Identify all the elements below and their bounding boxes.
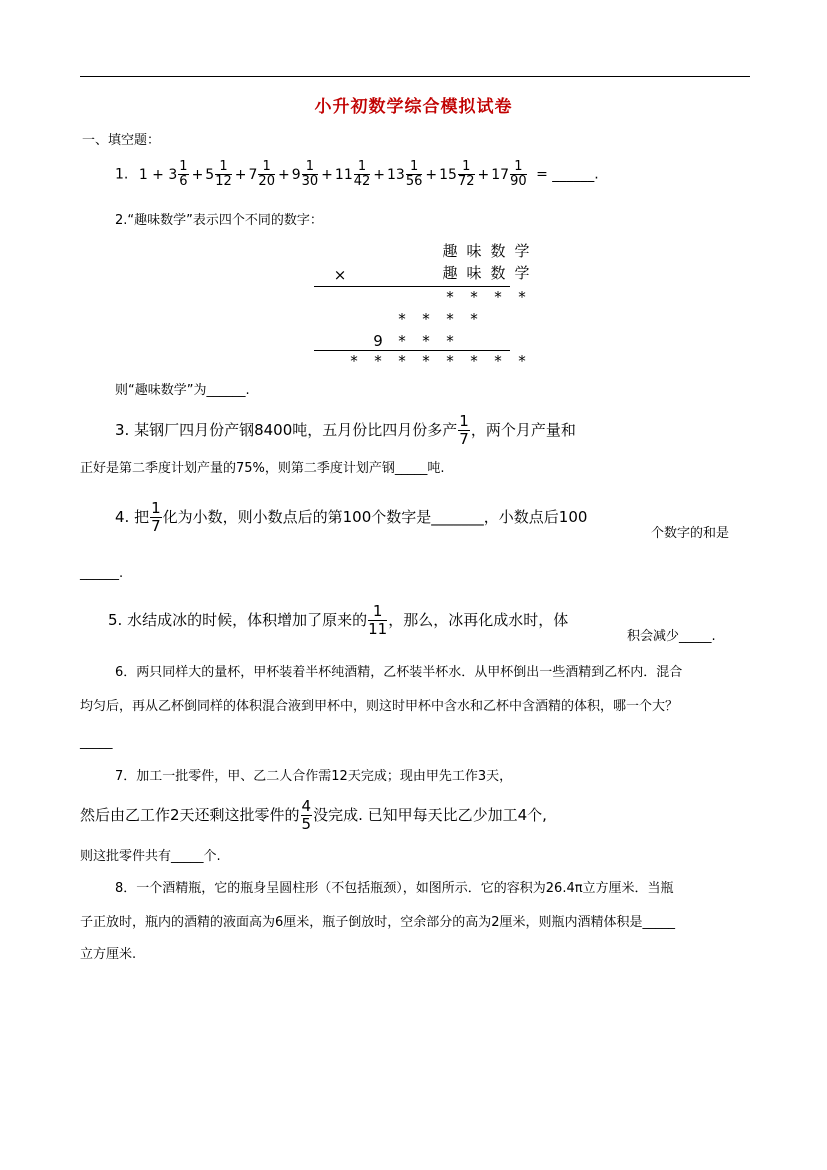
question-8-line-3: 立方厘米. xyxy=(80,947,137,962)
q2-rule-bottom xyxy=(314,350,510,351)
q2-times-sign: × xyxy=(333,266,347,284)
question-6-line-1: 6．两只同样大的量杯，甲杯装着半杯纯酒精，乙杯装半杯水．从甲杯倒出一些酒精到乙杯内．混合 xyxy=(115,665,683,680)
q2-digit-cell: 趣 xyxy=(442,242,458,260)
question-4-line-2: ______. xyxy=(80,566,124,581)
question-1 xyxy=(115,160,599,189)
q1-mixed-number: 11 xyxy=(334,166,353,183)
q5-numerator: 1 xyxy=(368,603,387,621)
question-7-line-1: 7．加工一批零件，甲、乙二人合作需12天完成；现由甲先工作3天， xyxy=(115,769,513,784)
q5-text-a: 5. 水结成冰的时候，体积增加了原来的 xyxy=(108,611,368,629)
q1-plus-sign: + xyxy=(425,166,438,183)
q2-digit-cell: * xyxy=(422,352,430,370)
q1-numerator: 1 xyxy=(354,160,371,175)
q7-fraction xyxy=(301,798,313,833)
q1-fraction xyxy=(178,160,188,189)
q1-fraction xyxy=(354,160,371,189)
q2-digit-cell: * xyxy=(470,352,478,370)
q1-fraction xyxy=(258,160,275,189)
question-7-line-3: 则这批零件共有_____个. xyxy=(80,849,221,864)
q1-mixed-number: 7 xyxy=(248,166,258,183)
q2-digit-cell: * xyxy=(494,288,502,306)
q2-digit-cell: * xyxy=(494,352,502,370)
q1-fraction xyxy=(302,160,319,189)
q2-digit-cell: * xyxy=(422,332,430,350)
q1-fraction xyxy=(510,160,527,189)
question-7-line-2 xyxy=(80,795,547,835)
q1-denominator: 72 xyxy=(457,174,475,189)
q2-digit-cell: * xyxy=(446,310,454,328)
q2-digit-cell: * xyxy=(398,310,406,328)
question-4-line-1-tail: 个数字的和是 xyxy=(651,526,730,541)
q1-numerator: 1 xyxy=(258,160,275,175)
q1-numerator: 1 xyxy=(179,159,188,174)
q4-denominator: 7 xyxy=(151,517,161,535)
q2-digit-cell: 味 xyxy=(466,242,482,260)
q1-plus-sign: + xyxy=(321,166,333,183)
q5-text-b: ，那么，冰再化成水时，体 xyxy=(388,611,569,629)
q2-digit-cell: 数 xyxy=(490,242,506,260)
q1-numerator: 1 xyxy=(302,160,319,175)
question-6-line-2: 均匀后，再从乙杯倒同样的体积混合液到甲杯中，则这时甲杯中含水和乙杯中含酒精的体积，哪一个大？ xyxy=(80,699,679,714)
q2-digit-cell: * xyxy=(470,310,478,328)
question-2-answer: 则“趣味数学”为______. xyxy=(115,383,250,398)
q1-plus-sign: + xyxy=(191,166,204,183)
q7-text-b: 然后由乙工作2天还剩这批零件的 xyxy=(80,806,300,824)
question-2-text: 2.“趣味数学”表示四个不同的数字： xyxy=(115,213,323,228)
q1-fraction xyxy=(406,160,423,189)
question-5-line-2: 积会减少_____. xyxy=(627,629,716,644)
question-5-line-1 xyxy=(108,600,568,640)
q4-text-b: 化为小数，则小数点后的第100个数字是_______，小数点后100 xyxy=(162,508,588,526)
q3-text-b: ，两个月产量和 xyxy=(470,421,576,439)
q2-digit-cell: 学 xyxy=(514,242,530,260)
q1-denominator: 42 xyxy=(353,174,371,189)
q1-mixed-number: 9 xyxy=(291,166,301,183)
q2-digit-cell: * xyxy=(350,352,358,370)
q3-denominator: 7 xyxy=(459,430,469,448)
question-3-line-2: 正好是第二季度计划产量的75%，则第二季度计划产钢_____吨. xyxy=(80,461,445,476)
q2-digit-cell: * xyxy=(446,332,454,350)
header-rule xyxy=(80,76,750,77)
q1-lead: 1 + xyxy=(138,166,169,183)
q2-digit-cell: * xyxy=(470,288,478,306)
question-8-line-1: 8．一个酒精瓶，它的瓶身呈圆柱形（不包括瓶颈），如图所示．它的容积为26.4π立方厘米．当瓶 xyxy=(115,881,674,896)
q2-digit-cell: 学 xyxy=(514,264,530,282)
q2-rule-top xyxy=(314,286,510,287)
q1-plus-sign: + xyxy=(277,166,290,183)
q1-mixed-number: 13 xyxy=(387,166,405,183)
q2-digit-cell: * xyxy=(518,352,526,370)
q4-text-a: 4. 把 xyxy=(115,508,150,526)
q5-denominator: 11 xyxy=(368,620,388,638)
q1-numerator: 1 xyxy=(406,160,423,175)
question-4-line-1 xyxy=(115,497,587,537)
q4-numerator: 1 xyxy=(151,499,161,517)
q2-digit-cell: 趣 xyxy=(442,264,458,282)
q1-denominator: 30 xyxy=(301,174,319,189)
q1-plus-sign: + xyxy=(373,166,386,183)
q2-digit-cell: * xyxy=(446,352,454,370)
q1-plus-sign: + xyxy=(234,166,247,183)
q1-number: 1. xyxy=(115,166,129,183)
q2-digit-cell: * xyxy=(446,288,454,306)
q1-numerator: 1 xyxy=(458,160,475,175)
q2-digit-cell: * xyxy=(398,332,406,350)
q1-denominator: 56 xyxy=(405,174,423,189)
q5-fraction xyxy=(368,603,387,638)
q7-denominator: 5 xyxy=(301,815,312,833)
q4-fraction xyxy=(150,500,162,535)
q2-digit-cell: * xyxy=(374,352,382,370)
q1-fraction xyxy=(215,160,232,189)
q7-numerator: 4 xyxy=(301,797,312,815)
q1-plus-sign: + xyxy=(477,166,490,183)
q1-numerator: 1 xyxy=(215,160,232,175)
q1-mixed-number: 15 xyxy=(439,166,457,183)
q2-digit-cell: 9 xyxy=(373,332,383,350)
q1-mixed-number: 3 xyxy=(168,166,178,183)
q2-digit-cell: 数 xyxy=(490,264,506,282)
q2-vertical-multiplication xyxy=(314,240,530,370)
q1-denominator: 6 xyxy=(179,174,188,189)
q2-digit-cell: 味 xyxy=(466,264,482,282)
page-title: 小升初数学综合模拟试卷 xyxy=(314,97,513,117)
question-3-line-1 xyxy=(115,410,576,450)
q1-mixed-number: 5 xyxy=(205,166,215,183)
q1-equals: = ______. xyxy=(536,166,599,183)
q1-denominator: 90 xyxy=(510,174,527,189)
q7-text-b2: 没完成. 已知甲每天比乙少加工4个, xyxy=(313,806,547,824)
section-heading: 一、填空题： xyxy=(82,133,161,148)
q1-mixed-number: 17 xyxy=(491,166,510,183)
question-6-line-3: _____ xyxy=(80,735,113,750)
q1-denominator: 12 xyxy=(215,174,232,189)
question-8-line-2: 子正放时，瓶内的酒精的液面高为6厘米，瓶子倒放时，空余部分的高为2厘米，则瓶内酒精体积是_____ xyxy=(80,915,676,930)
q2-digit-cell: * xyxy=(422,310,430,328)
q2-digit-cell: * xyxy=(398,352,406,370)
q3-text-a: 3. 某钢厂四月份产钢8400吨，五月份比四月份多产 xyxy=(115,421,458,439)
q3-fraction xyxy=(458,413,470,448)
q1-denominator: 20 xyxy=(258,174,275,189)
q1-numerator: 1 xyxy=(510,160,527,175)
q2-digit-cell: * xyxy=(518,288,526,306)
q1-terms xyxy=(168,159,531,189)
q3-numerator: 1 xyxy=(459,412,469,430)
q1-fraction xyxy=(458,160,475,189)
